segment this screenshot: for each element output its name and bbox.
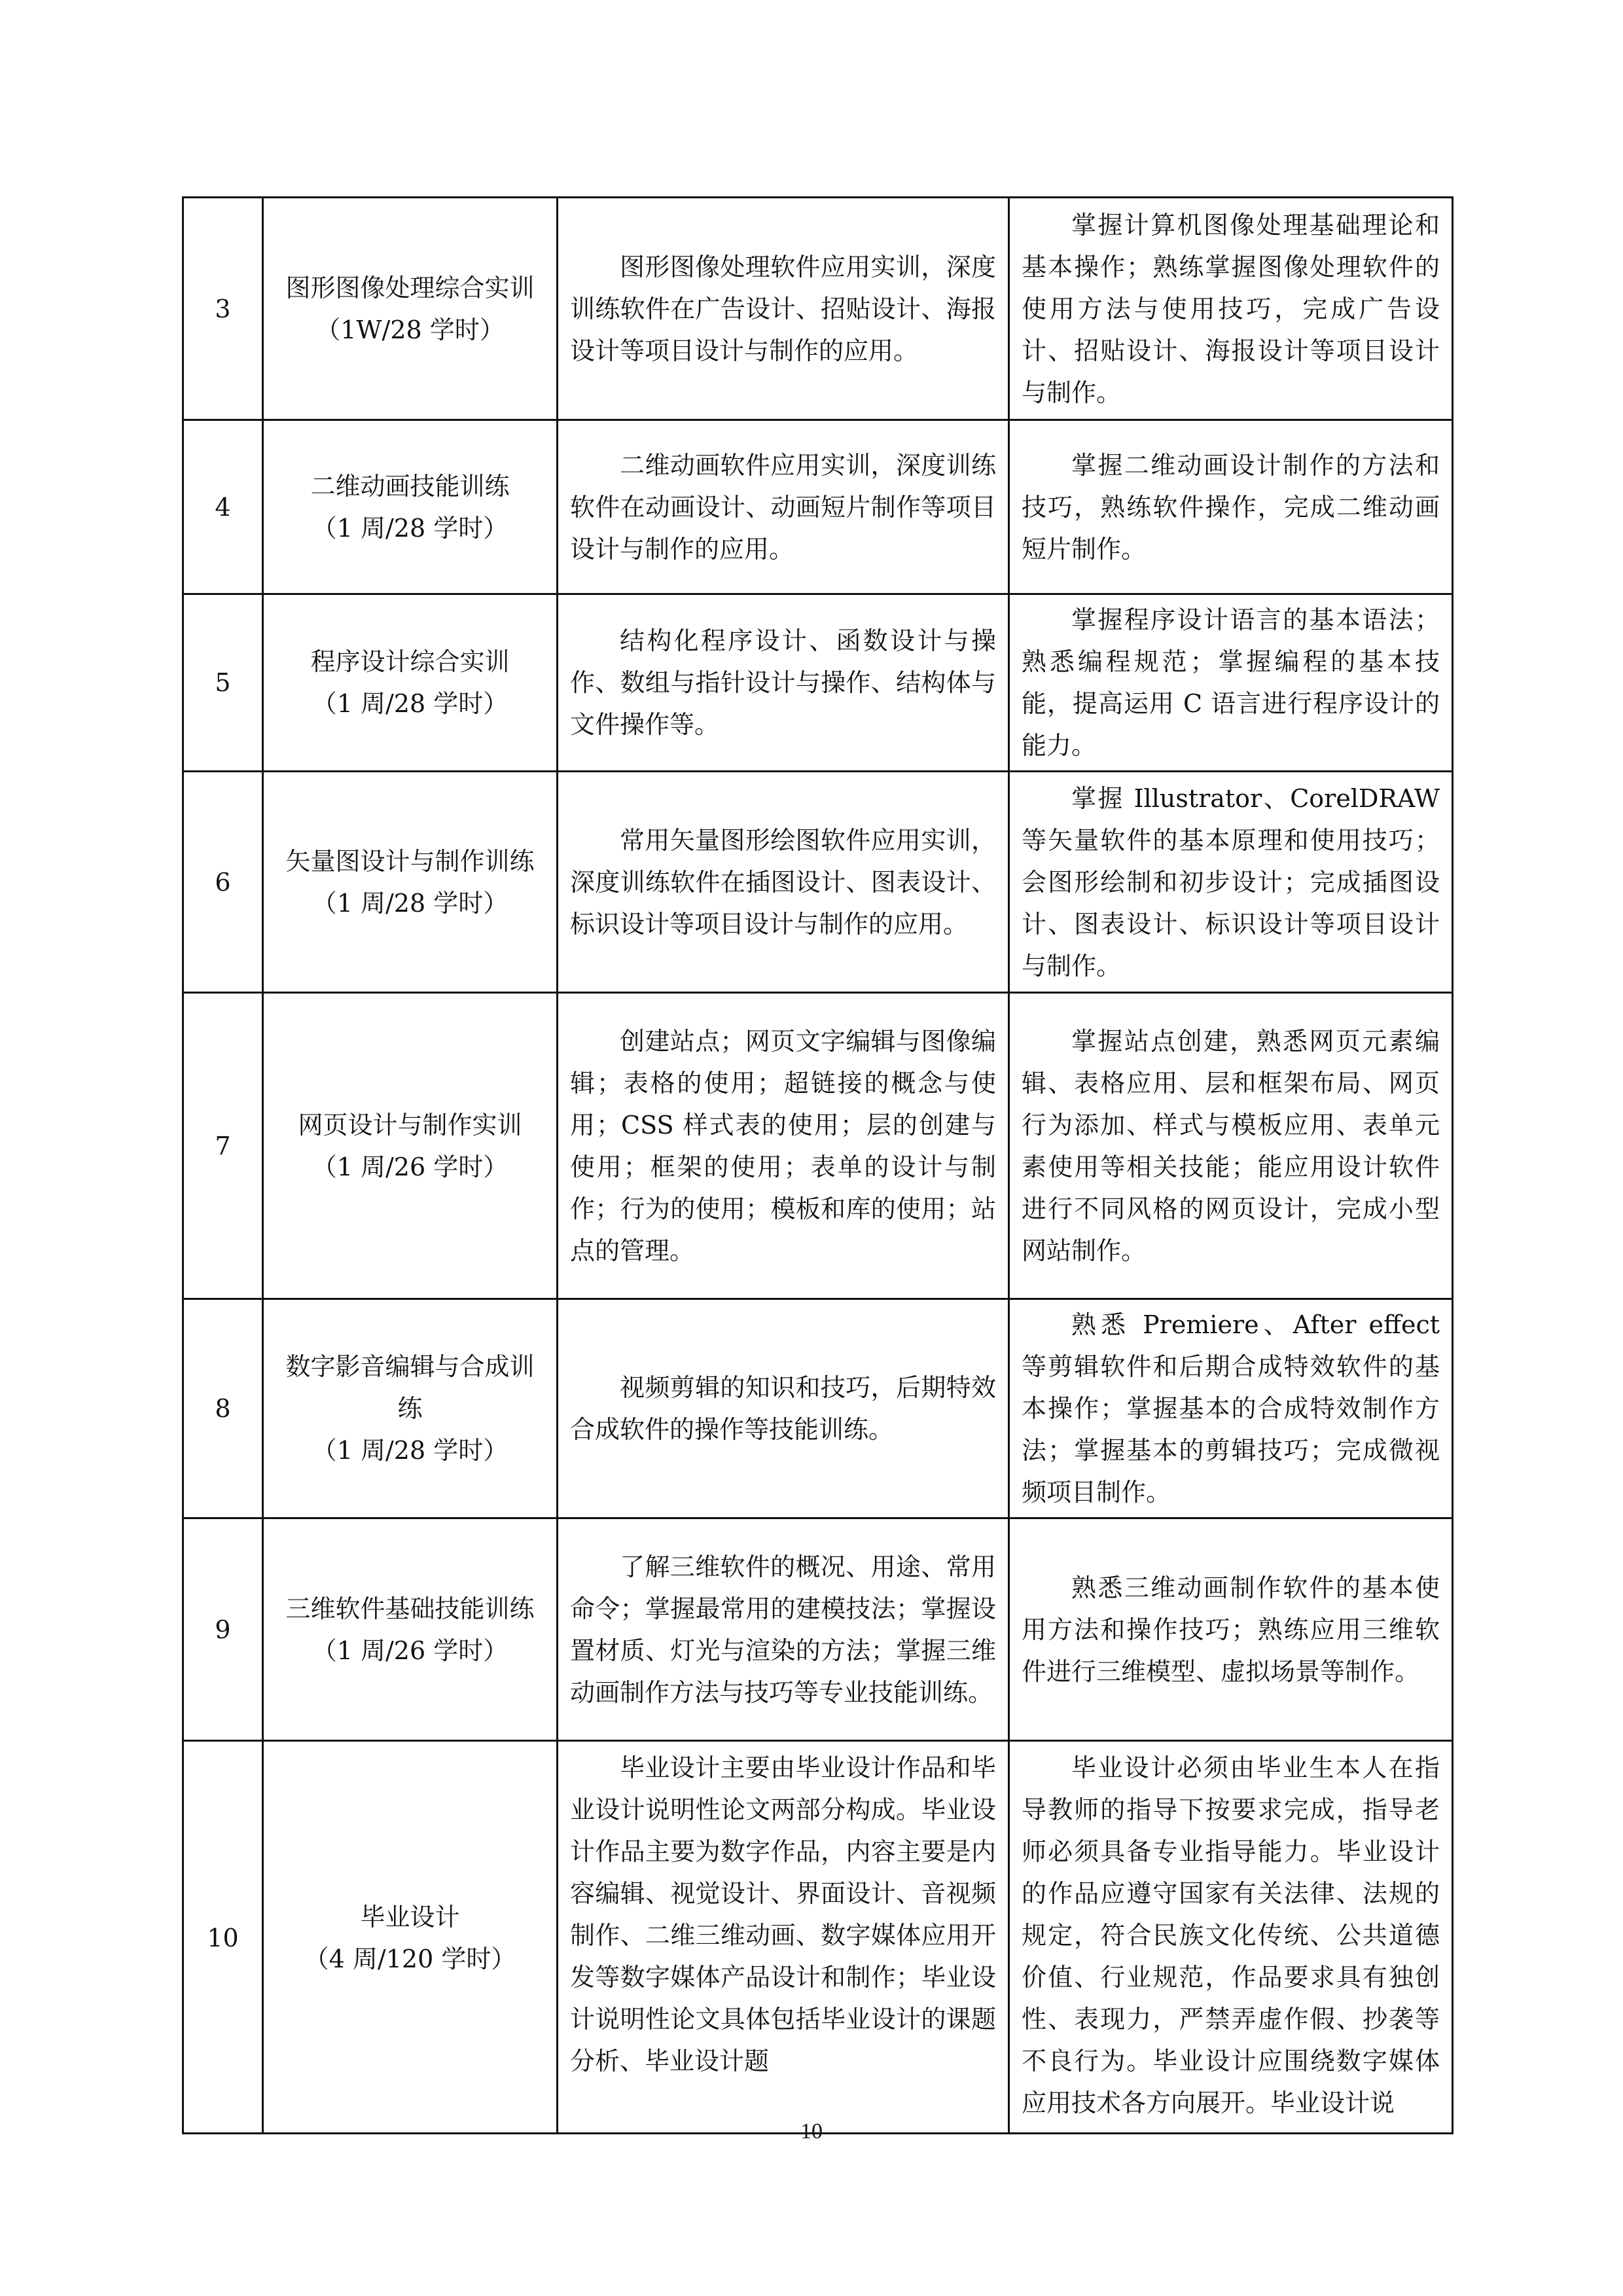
table-row <box>183 772 1453 993</box>
course-content: 创建站点；网页文字编辑与图像编辑；表格的使用；超链接的概念与使用；CSS 样式表的使用；层的创建与使用；框架的使用；表单的设计与制作；行为的使用；模板和库的使用；站点的管理。 <box>558 993 1009 1299</box>
table-row <box>183 594 1453 772</box>
course-target: 熟悉三维动画制作软件的基本使用方法和操作技巧；熟练应用三维软件进行三维模型、虚拟场景等制作。 <box>1009 1518 1453 1741</box>
course-target: 掌握站点创建，熟悉网页元素编辑、表格应用、层和框架布局、网页行为添加、样式与模板应用、表单元素使用等相关技能；能应用设计软件进行不同风格的网页设计，完成小型网站制作。 <box>1009 993 1453 1299</box>
course-name-cell <box>263 594 558 772</box>
row-number: 3 <box>183 198 263 420</box>
course-target: 掌握 Illustrator、CorelDRAW 等矢量软件的基本原理和使用技巧；会图形绘制和初步设计；完成插图设计、图表设计、标识设计等项目设计与制作。 <box>1009 772 1453 993</box>
course-name: 网页设计与制作实训 <box>298 1110 522 1139</box>
course-content: 毕业设计主要由毕业设计作品和毕业设计说明性论文两部分构成。毕业设计作品主要为数字作品，内容主要是内容编辑、视觉设计、界面设计、音视频制作、二维三维动画、数字媒体应用开发等数字媒体产品设计和制作；毕业设计说明性论文具体包括毕业设计的课题分析、毕业设计题 <box>558 1741 1009 2134</box>
course-hours: （4 周/120 学时） <box>304 1944 516 1973</box>
course-name: 数字影音编辑与合成训练 <box>285 1352 535 1423</box>
row-number: 7 <box>183 993 263 1299</box>
course-content: 图形图像处理软件应用实训，深度训练软件在广告设计、招贴设计、海报设计等项目设计与制作的应用。 <box>558 198 1009 420</box>
course-name-cell <box>263 1518 558 1741</box>
table-row <box>183 420 1453 594</box>
row-number: 6 <box>183 772 263 993</box>
course-hours: （1 周/28 学时） <box>312 888 508 918</box>
page-number: - 10 - <box>787 2119 836 2144</box>
course-name: 矢量图设计与制作训练 <box>285 846 535 876</box>
course-name-cell <box>263 993 558 1299</box>
course-hours: （1 周/28 学时） <box>312 513 508 543</box>
course-target: 掌握二维动画设计制作的方法和技巧，熟练软件操作，完成二维动画短片制作。 <box>1009 420 1453 594</box>
course-name-cell <box>263 1299 558 1518</box>
table-row <box>183 993 1453 1299</box>
row-number: 8 <box>183 1299 263 1518</box>
table-row <box>183 1299 1453 1518</box>
course-name-cell <box>263 420 558 594</box>
course-hours: （1 周/26 学时） <box>312 1152 508 1181</box>
row-number: 10 <box>183 1741 263 2134</box>
table-row <box>183 1518 1453 1741</box>
course-hours: （1 周/28 学时） <box>312 1436 508 1465</box>
course-name: 三维软件基础技能训练 <box>285 1594 535 1623</box>
course-target: 毕业设计必须由毕业生本人在指导教师的指导下按要求完成，指导老师必须具备专业指导能力。毕业设计的作品应遵守国家有关法律、法规的规定，符合民族文化传统、公共道德价值、行业规范，作品要求具有独创性、表现力，严禁弄虚作假、抄袭等不良行为。毕业设计应围绕数字媒体应用技术各方向展开。毕业设计说 <box>1009 1741 1453 2134</box>
course-hours: （1 周/26 学时） <box>312 1636 508 1665</box>
course-name-cell <box>263 772 558 993</box>
practical-training-table <box>182 196 1454 2134</box>
course-target: 掌握计算机图像处理基础理论和基本操作；熟练掌握图像处理软件的使用方法与使用技巧，完成广告设计、招贴设计、海报设计等项目设计与制作。 <box>1009 198 1453 420</box>
course-name: 二维动画技能训练 <box>310 471 510 501</box>
course-name-cell <box>263 1741 558 2134</box>
course-name: 程序设计综合实训 <box>310 647 510 676</box>
course-target: 掌握程序设计语言的基本语法；熟悉编程规范；掌握编程的基本技能，提高运用 C 语言进行程序设计的能力。 <box>1009 594 1453 772</box>
table-row <box>183 1741 1453 2134</box>
row-number: 9 <box>183 1518 263 1741</box>
course-content: 结构化程序设计、函数设计与操作、数组与指针设计与操作、结构体与文件操作等。 <box>558 594 1009 772</box>
course-name: 毕业设计 <box>360 1902 460 1931</box>
course-target: 熟悉 Premiere、After effect 等剪辑软件和后期合成特效软件的基本操作；掌握基本的合成特效制作方法；掌握基本的剪辑技巧；完成微视频项目制作。 <box>1009 1299 1453 1518</box>
course-content: 视频剪辑的知识和技巧，后期特效合成软件的操作等技能训练。 <box>558 1299 1009 1518</box>
course-name: 图形图像处理综合实训 <box>285 273 535 302</box>
row-number: 4 <box>183 420 263 594</box>
course-content: 二维动画软件应用实训，深度训练软件在动画设计、动画短片制作等项目设计与制作的应用。 <box>558 420 1009 594</box>
course-name-cell <box>263 198 558 420</box>
course-hours: （1W/28 学时） <box>315 315 505 344</box>
course-content: 了解三维软件的概况、用途、常用命令；掌握最常用的建模技法；掌握设置材质、灯光与渲染的方法；掌握三维动画制作方法与技巧等专业技能训练。 <box>558 1518 1009 1741</box>
course-hours: （1 周/28 学时） <box>312 689 508 718</box>
row-number: 5 <box>183 594 263 772</box>
course-content: 常用矢量图形绘图软件应用实训，深度训练软件在插图设计、图表设计、标识设计等项目设计与制作的应用。 <box>558 772 1009 993</box>
table-row <box>183 198 1453 420</box>
